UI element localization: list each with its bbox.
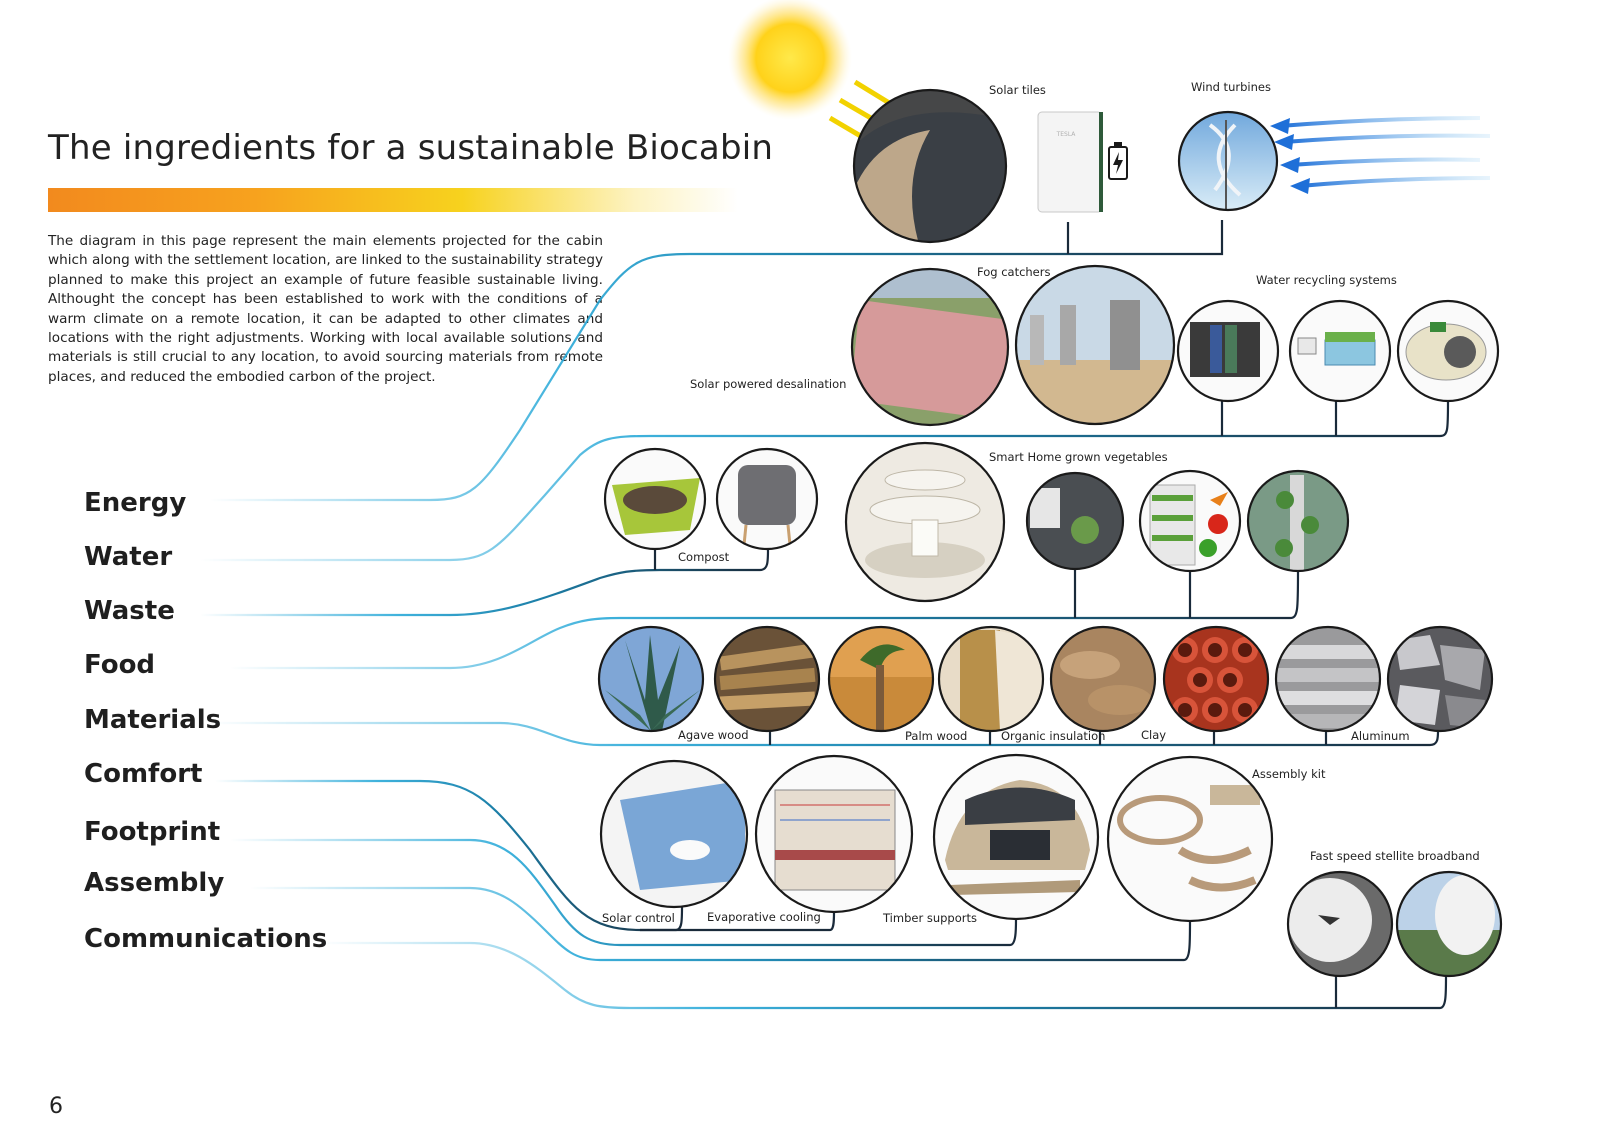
label-wind-turbines: Wind turbines — [1191, 80, 1271, 94]
label-clay: Clay — [1141, 728, 1167, 742]
tesla-battery-image — [1038, 112, 1103, 212]
battery-charge-icon — [1109, 142, 1127, 179]
category-food: Food — [84, 650, 156, 680]
robot-garden-image — [1027, 473, 1127, 573]
label-water-recycling: Water recycling systems — [1256, 273, 1397, 287]
label-solar-control: Solar control — [602, 911, 675, 925]
category-communications: Communications — [84, 924, 328, 954]
category-comfort: Comfort — [84, 759, 203, 789]
wind-arrows — [1280, 118, 1490, 186]
category-footprint: Footprint — [84, 817, 221, 847]
category-assembly: Assembly — [84, 868, 225, 898]
label-fog-catchers: Fog catchers — [977, 265, 1051, 279]
label-aluminum: Aluminum — [1351, 729, 1410, 743]
label-palm-wood: Palm wood — [905, 729, 968, 743]
label-timber-supports: Timber supports — [883, 911, 977, 925]
battery-brand: TESLA — [1056, 131, 1076, 138]
sun-icon — [728, 0, 852, 120]
category-water: Water — [84, 542, 173, 572]
solar-tiles-image — [850, 88, 1010, 248]
label-assembly-kit: Assembly kit — [1252, 767, 1326, 781]
label-solar-tiles: Solar tiles — [989, 83, 1046, 97]
label-smart-home: Smart Home grown vegetables — [989, 450, 1168, 464]
page-number: 6 — [49, 1094, 63, 1119]
label-evaporative-cooling: Evaporative cooling — [707, 910, 821, 924]
label-compost: Compost — [678, 550, 730, 564]
category-waste: Waste — [84, 596, 175, 626]
page-title: The ingredients for a sustainable Biocabin — [48, 128, 774, 168]
communications-connector — [320, 943, 1446, 1008]
materials-connector — [210, 723, 1438, 745]
category-materials: Materials — [84, 705, 222, 735]
label-agave-wood: Agave wood — [678, 728, 749, 742]
category-energy: Energy — [84, 488, 187, 518]
label-broadband: Fast speed stellite broadband — [1310, 849, 1480, 863]
label-organic-insulation: Organic insulation — [1001, 729, 1106, 743]
label-solar-desalination: Solar powered desalination — [690, 377, 847, 391]
intro-paragraph: The diagram in this page represent the main elements projected for the cabin which along with the settlement location, are linked to the sustainability strategy planned to make this project an example of future feasible sustainable living. Althought the concept has been established to work with the conditions of a warm climate on a remote location, it can be adapted to other climates and locations with the right adjustments. Working with local available solutions and materials is still crucial to any location, to avoid sourcing materials from remote places, and reduced the embodied carbon of the project. — [48, 233, 603, 385]
